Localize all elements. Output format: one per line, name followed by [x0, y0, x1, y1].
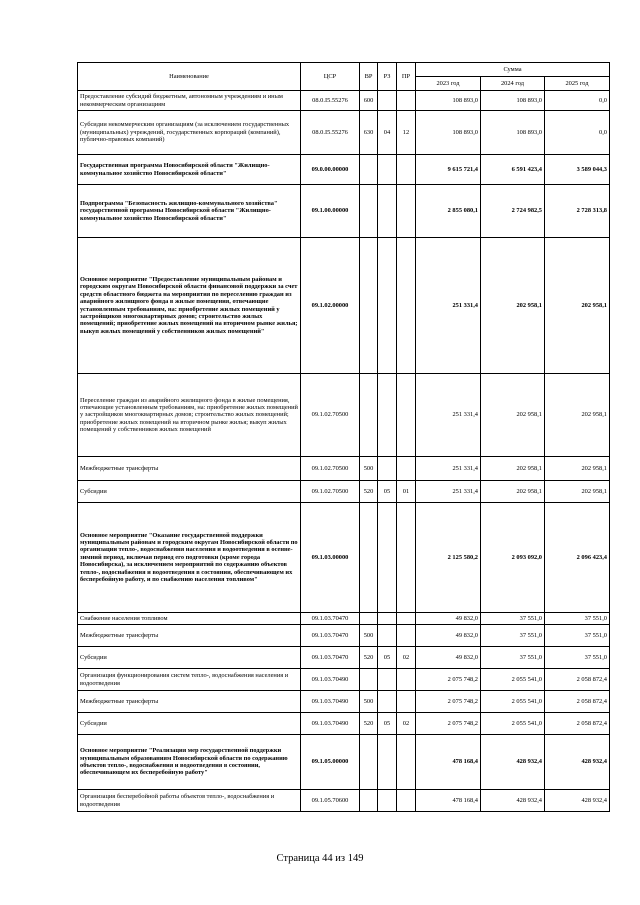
cell-sum-2025: 202 958,1 — [545, 457, 610, 481]
cell-vr: 600 — [360, 91, 378, 111]
cell-sum-2024: 37 551,0 — [481, 613, 545, 625]
cell-rz — [378, 155, 397, 185]
cell-name: Организация бесперебойной работы объектов тепло-, водоснабжения и водоотведения — [78, 790, 301, 812]
cell-rz — [378, 735, 397, 790]
cell-csr: 09.1.02.70500 — [301, 374, 360, 457]
cell-vr — [360, 155, 378, 185]
cell-sum-2025: 37 551,0 — [545, 613, 610, 625]
cell-sum-2024: 2 055 541,0 — [481, 691, 545, 713]
cell-rz — [378, 669, 397, 691]
cell-pr — [397, 457, 416, 481]
cell-sum-2023: 251 331,4 — [416, 238, 481, 374]
cell-pr — [397, 238, 416, 374]
cell-sum-2023: 251 331,4 — [416, 457, 481, 481]
header-year-2025: 2025 год — [545, 77, 610, 91]
cell-sum-2023: 2 075 748,2 — [416, 713, 481, 735]
cell-pr — [397, 790, 416, 812]
cell-csr: 08.0.I5.55276 — [301, 111, 360, 155]
cell-name: Переселение граждан из аварийного жилищного фонда в жилые помещения, отвечающие установленным требованиям, на: приобретение жилых помещений у застройщиков многоквартирных домов; строительство жилых помещений; приобретение жилых помещений на вторичном рынке жилья; выкуп жилых помещений у собственников жилых помещений — [78, 374, 301, 457]
cell-sum-2023: 2 855 080,1 — [416, 185, 481, 238]
cell-rz: 05 — [378, 481, 397, 503]
table-row — [78, 691, 610, 713]
header-pr: ПР — [397, 63, 416, 91]
table-row — [78, 735, 610, 790]
cell-pr — [397, 155, 416, 185]
cell-name: Субсидии — [78, 713, 301, 735]
table-row — [78, 790, 610, 812]
cell-csr: 09.1.03.70470 — [301, 647, 360, 669]
cell-name: Основное мероприятие "Предоставление муниципальным районам и городским округам Новосибирской области финансовой поддержки за счет средств областного бюджета на мероприятия по переселению граждан из аварийного жилищного фонда в жилые помещения, отвечающие установленным требованиям, на: приобретение жилых помещений у застройщиков многоквартирных домов; строительство жилых помещений; приобретение жилых помещений на вторичном рынке жилья; выкуп жилых помещений у собственников жилых помещений" — [78, 238, 301, 374]
cell-csr: 09.1.03.70490 — [301, 669, 360, 691]
cell-sum-2024: 2 724 982,5 — [481, 185, 545, 238]
cell-sum-2024: 108 893,0 — [481, 111, 545, 155]
cell-rz — [378, 790, 397, 812]
cell-csr: 09.1.02.70500 — [301, 457, 360, 481]
cell-sum-2024: 37 551,0 — [481, 647, 545, 669]
cell-sum-2025: 202 958,1 — [545, 481, 610, 503]
cell-vr — [360, 374, 378, 457]
cell-csr: 09.0.00.00000 — [301, 155, 360, 185]
table-row — [78, 155, 610, 185]
cell-name: Субсидии — [78, 481, 301, 503]
table-row — [78, 457, 610, 481]
cell-sum-2023: 478 168,4 — [416, 735, 481, 790]
cell-pr — [397, 613, 416, 625]
cell-sum-2024: 202 958,1 — [481, 374, 545, 457]
table-row — [78, 481, 610, 503]
cell-name: Субсидии — [78, 647, 301, 669]
table-body — [78, 91, 610, 812]
table-row — [78, 111, 610, 155]
cell-sum-2025: 37 551,0 — [545, 625, 610, 647]
cell-name: Подпрограмма "Безопасность жилищно-коммунального хозяйства" государственной программы Новосибирской области "Жилищно-коммунальное хозяйство Новосибирской области" — [78, 185, 301, 238]
cell-pr — [397, 735, 416, 790]
cell-sum-2025: 2 728 313,8 — [545, 185, 610, 238]
cell-sum-2025: 37 551,0 — [545, 647, 610, 669]
cell-vr — [360, 238, 378, 374]
cell-name: Межбюджетные трансферты — [78, 691, 301, 713]
cell-name: Межбюджетные трансферты — [78, 625, 301, 647]
cell-sum-2024: 202 958,1 — [481, 457, 545, 481]
cell-rz: 04 — [378, 111, 397, 155]
cell-sum-2023: 49 832,0 — [416, 647, 481, 669]
header-csr: ЦСР — [301, 63, 360, 91]
cell-csr: 09.1.05.00000 — [301, 735, 360, 790]
page-number: Страница 44 из 149 — [276, 853, 364, 864]
cell-sum-2025: 3 589 044,3 — [545, 155, 610, 185]
header-rz: РЗ — [378, 63, 397, 91]
cell-pr: 02 — [397, 713, 416, 735]
cell-vr — [360, 669, 378, 691]
cell-csr: 09.1.02.70500 — [301, 481, 360, 503]
cell-sum-2023: 49 832,0 — [416, 625, 481, 647]
header-vr: ВР — [360, 63, 378, 91]
cell-sum-2024: 6 591 423,4 — [481, 155, 545, 185]
cell-rz — [378, 503, 397, 613]
table-row — [78, 625, 610, 647]
cell-sum-2024: 428 932,4 — [481, 735, 545, 790]
cell-vr: 630 — [360, 111, 378, 155]
cell-sum-2024: 202 958,1 — [481, 238, 545, 374]
cell-rz — [378, 691, 397, 713]
cell-sum-2023: 2 125 580,2 — [416, 503, 481, 613]
cell-name: Межбюджетные трансферты — [78, 457, 301, 481]
cell-name: Организация функционирования систем тепло-, водоснабжения населения и водоотведения — [78, 669, 301, 691]
header-year-2023: 2023 год — [416, 77, 481, 91]
cell-csr: 09.1.03.70490 — [301, 691, 360, 713]
cell-vr — [360, 735, 378, 790]
cell-sum-2023: 2 075 748,2 — [416, 691, 481, 713]
table-row — [78, 713, 610, 735]
cell-sum-2025: 2 096 423,4 — [545, 503, 610, 613]
table-row — [78, 503, 610, 613]
cell-rz — [378, 625, 397, 647]
cell-sum-2025: 428 932,4 — [545, 790, 610, 812]
cell-sum-2025: 202 958,1 — [545, 238, 610, 374]
table-row — [78, 647, 610, 669]
cell-vr: 500 — [360, 691, 378, 713]
cell-pr — [397, 185, 416, 238]
cell-sum-2023: 108 893,0 — [416, 91, 481, 111]
cell-pr — [397, 625, 416, 647]
cell-pr: 12 — [397, 111, 416, 155]
table-row — [78, 91, 610, 111]
table-header — [78, 63, 610, 91]
cell-pr — [397, 503, 416, 613]
header-name: Наименование — [78, 63, 301, 91]
cell-rz — [378, 613, 397, 625]
cell-sum-2025: 428 932,4 — [545, 735, 610, 790]
cell-sum-2023: 478 168,4 — [416, 790, 481, 812]
header-year-2024: 2024 год — [481, 77, 545, 91]
cell-sum-2024: 2 055 541,0 — [481, 669, 545, 691]
cell-csr: 09.1.02.00000 — [301, 238, 360, 374]
cell-sum-2023: 251 331,4 — [416, 481, 481, 503]
cell-sum-2025: 2 058 872,4 — [545, 669, 610, 691]
cell-csr: 09.1.05.70600 — [301, 790, 360, 812]
cell-sum-2025: 2 058 872,4 — [545, 691, 610, 713]
cell-csr: 09.1.03.70490 — [301, 713, 360, 735]
table-row — [78, 374, 610, 457]
cell-vr: 500 — [360, 457, 378, 481]
cell-sum-2024: 2 055 541,0 — [481, 713, 545, 735]
cell-rz: 05 — [378, 647, 397, 669]
cell-sum-2024: 428 932,4 — [481, 790, 545, 812]
cell-vr — [360, 613, 378, 625]
cell-pr — [397, 669, 416, 691]
cell-sum-2023: 49 832,0 — [416, 613, 481, 625]
cell-rz — [378, 457, 397, 481]
cell-name: Предоставление субсидий бюджетным, автономным учреждениям и иным некоммерческим организациям — [78, 91, 301, 111]
cell-sum-2023: 2 075 748,2 — [416, 669, 481, 691]
cell-pr: 01 — [397, 481, 416, 503]
cell-pr — [397, 91, 416, 111]
cell-vr: 520 — [360, 647, 378, 669]
cell-rz — [378, 91, 397, 111]
cell-csr: 09.1.03.70470 — [301, 613, 360, 625]
cell-vr — [360, 790, 378, 812]
cell-vr — [360, 503, 378, 613]
cell-pr — [397, 691, 416, 713]
cell-sum-2025: 0,0 — [545, 111, 610, 155]
cell-csr: 08.0.I5.55276 — [301, 91, 360, 111]
cell-csr: 09.1.00.00000 — [301, 185, 360, 238]
cell-csr: 09.1.03.70470 — [301, 625, 360, 647]
header-sum: Сумма — [416, 63, 610, 77]
cell-sum-2025: 0,0 — [545, 91, 610, 111]
cell-sum-2023: 108 893,0 — [416, 111, 481, 155]
cell-rz — [378, 238, 397, 374]
cell-sum-2023: 9 615 721,4 — [416, 155, 481, 185]
cell-rz: 05 — [378, 713, 397, 735]
cell-csr: 09.1.03.00000 — [301, 503, 360, 613]
cell-sum-2024: 202 958,1 — [481, 481, 545, 503]
cell-name: Субсидии некоммерческим организациям (за исключением государственных (муниципальных) учреждений, государственных корпораций (компаний), публично-правовых компаний) — [78, 111, 301, 155]
cell-vr — [360, 185, 378, 238]
cell-sum-2025: 202 958,1 — [545, 374, 610, 457]
cell-name: Основное мероприятие "Оказание государственной поддержки муниципальным районам и городским округам Новосибирской области по организации тепло-, водоснабжения населения и водоотведения в осенне-зимний период, включая период его подготовки (кроме города Новосибирска), за исключением мероприятий по содержанию объектов тепло-, водоснабжения и водоотведения в состоянии, обеспечивающем их бесперебойную работу, и по снабжению населения топливом" — [78, 503, 301, 613]
cell-rz — [378, 374, 397, 457]
table-row — [78, 185, 610, 238]
cell-rz — [378, 185, 397, 238]
cell-pr: 02 — [397, 647, 416, 669]
cell-sum-2024: 37 551,0 — [481, 625, 545, 647]
cell-name: Государственная программа Новосибирской области "Жилищно-коммунальное хозяйство Новосибирской области" — [78, 155, 301, 185]
cell-sum-2024: 108 893,0 — [481, 91, 545, 111]
table-row — [78, 613, 610, 625]
budget-table — [77, 62, 610, 812]
cell-name: Снабжение населения топливом — [78, 613, 301, 625]
cell-sum-2023: 251 331,4 — [416, 374, 481, 457]
cell-vr: 500 — [360, 625, 378, 647]
cell-name: Основное мероприятие "Реализация мер государственной поддержки муниципальным образованиям Новосибирской области по содержанию объектов тепло-, водоснабжения и водоотведения в состоянии, обеспечивающем их бесперебойную работу" — [78, 735, 301, 790]
cell-sum-2025: 2 058 872,4 — [545, 713, 610, 735]
table-row — [78, 238, 610, 374]
cell-pr — [397, 374, 416, 457]
cell-sum-2024: 2 093 092,0 — [481, 503, 545, 613]
cell-vr: 520 — [360, 481, 378, 503]
cell-vr: 520 — [360, 713, 378, 735]
table-row — [78, 669, 610, 691]
